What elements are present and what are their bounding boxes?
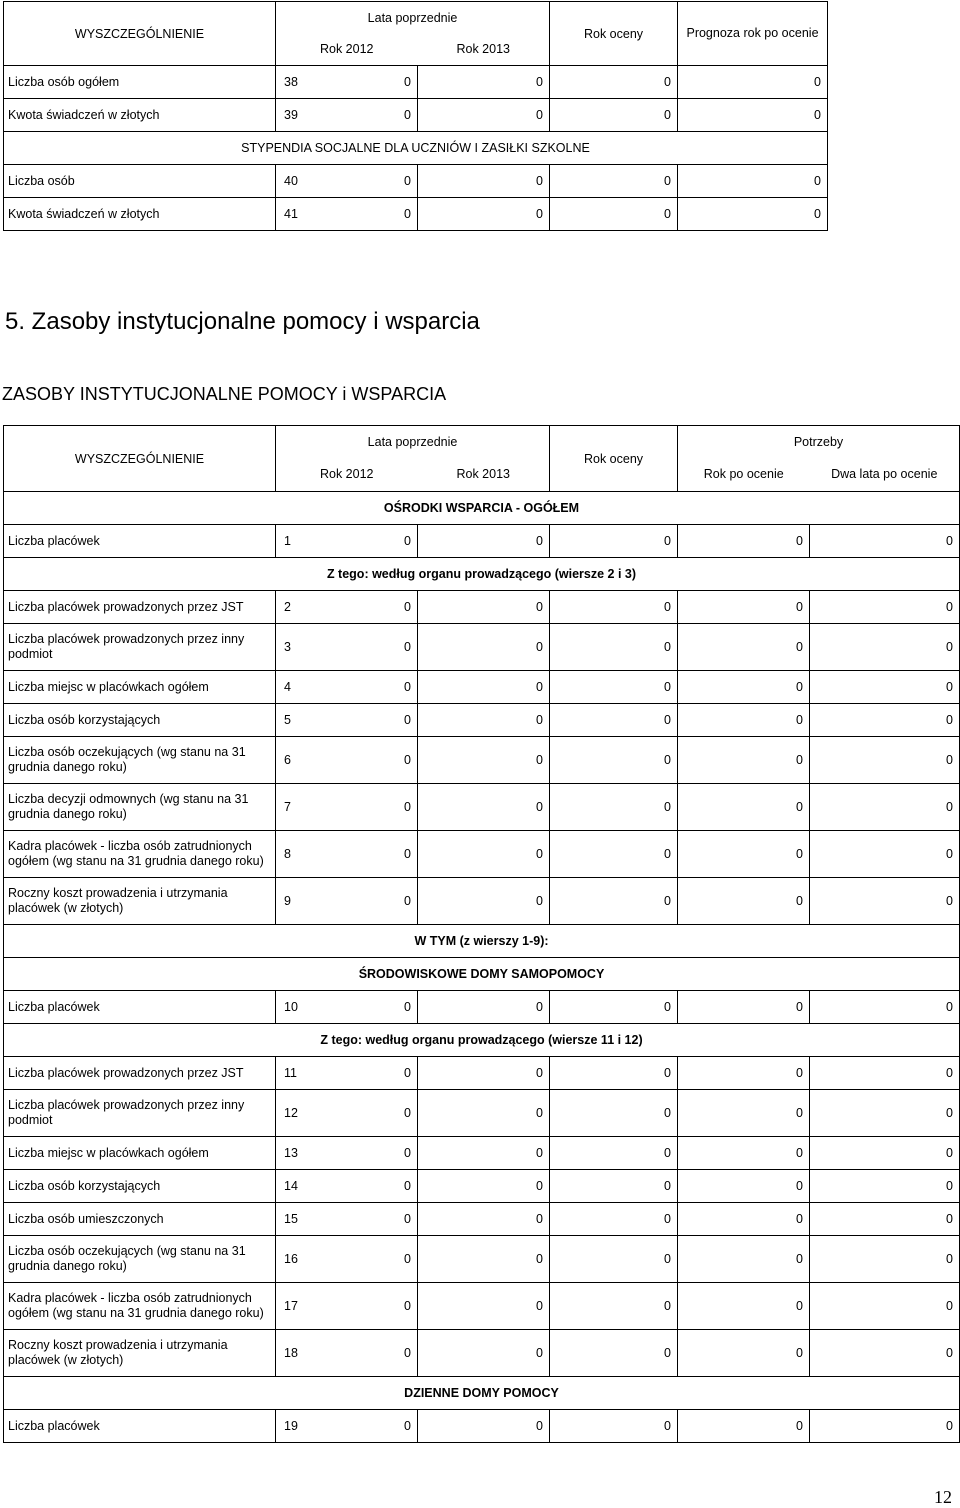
value-cell: 0: [550, 831, 678, 878]
section-title: 5. Zasoby instytucjonalne pomocy i wsparcia: [5, 308, 480, 335]
value-cell: 0: [678, 671, 810, 704]
rok-2012-cell: [276, 671, 418, 704]
value-cell: 0: [810, 1090, 960, 1137]
rok-2012-cell: [276, 624, 418, 671]
value-cell: 0: [678, 1057, 810, 1090]
row-number: 9: [284, 894, 291, 908]
row-number: 19: [284, 1419, 298, 1433]
table-row: [4, 704, 960, 737]
row-number: 4: [284, 680, 291, 694]
value-cell: 0: [678, 737, 810, 784]
value-cell: 0: [810, 831, 960, 878]
table-row: [4, 66, 828, 99]
rok-2012-cell: [276, 1137, 418, 1170]
value-cell: 0: [550, 198, 678, 231]
value-cell: 0: [678, 991, 810, 1024]
value-cell: 0: [678, 525, 810, 558]
value-cell: 0: [404, 1179, 411, 1193]
value-cell: 0: [550, 704, 678, 737]
header-wyszczegolnienie: WYSZCZEGÓLNIENIE: [4, 2, 276, 66]
value-cell: 0: [404, 800, 411, 814]
value-cell: 0: [550, 1137, 678, 1170]
rok-2012-cell: [276, 831, 418, 878]
row-label: Liczba osób korzystających: [4, 1170, 276, 1203]
section-label: Z tego: według organu prowadzącego (wiersze 11 i 12): [4, 1024, 960, 1057]
value-cell: 0: [550, 1330, 678, 1377]
rok-2012-cell: [276, 1170, 418, 1203]
value-cell: 0: [418, 1057, 550, 1090]
value-cell: 0: [418, 831, 550, 878]
value-cell: 0: [678, 1236, 810, 1283]
row-label: Liczba miejsc w placówkach ogółem: [4, 671, 276, 704]
value-cell: 0: [404, 1299, 411, 1313]
header-rok-po-ocenie: Rok po ocenie: [678, 458, 810, 492]
value-cell: 0: [550, 671, 678, 704]
rok-2012-cell: [276, 66, 418, 99]
value-cell: 0: [404, 847, 411, 861]
row-number: 2: [284, 600, 291, 614]
value-cell: 0: [550, 591, 678, 624]
value-cell: 0: [404, 1252, 411, 1266]
value-cell: 0: [678, 66, 828, 99]
value-cell: 0: [810, 1410, 960, 1443]
value-cell: 0: [678, 1090, 810, 1137]
row-number: 11: [284, 1066, 297, 1080]
row-label: Liczba placówek prowadzonych przez JST: [4, 591, 276, 624]
value-cell: 0: [404, 1066, 411, 1080]
table-row: [4, 624, 960, 671]
value-cell: 0: [550, 737, 678, 784]
value-cell: 0: [550, 1090, 678, 1137]
value-cell: 0: [418, 878, 550, 925]
value-cell: 0: [404, 640, 411, 654]
table-row: [4, 165, 828, 198]
value-cell: 0: [810, 1170, 960, 1203]
header-potrzeby: Potrzeby: [678, 426, 960, 458]
table-row: [4, 991, 960, 1024]
row-label: Liczba placówek: [4, 525, 276, 558]
table-row: [4, 1330, 960, 1377]
value-cell: 0: [418, 525, 550, 558]
value-cell: 0: [550, 1203, 678, 1236]
value-cell: 0: [418, 671, 550, 704]
section-label: OŚRODKI WSPARCIA - OGÓŁEM: [4, 492, 960, 525]
row-number: 13: [284, 1146, 298, 1160]
rok-2012-cell: [276, 591, 418, 624]
section-label: W TYM (z wierszy 1-9):: [4, 925, 960, 958]
value-cell: 0: [678, 704, 810, 737]
value-cell: 0: [404, 1146, 411, 1160]
value-cell: 0: [418, 1236, 550, 1283]
value-cell: 0: [678, 1283, 810, 1330]
value-cell: 0: [418, 704, 550, 737]
table-row: [4, 878, 960, 925]
row-number: 6: [284, 753, 291, 767]
value-cell: 0: [550, 1170, 678, 1203]
value-cell: 0: [418, 1170, 550, 1203]
header-rok-2013: Rok 2013: [418, 458, 550, 492]
row-number: 18: [284, 1346, 298, 1360]
value-cell: 0: [550, 1236, 678, 1283]
table-row: [4, 671, 960, 704]
value-cell: 0: [810, 1137, 960, 1170]
table-row: [4, 1236, 960, 1283]
value-cell: 0: [810, 671, 960, 704]
value-cell: 0: [678, 165, 828, 198]
value-cell: 0: [418, 1283, 550, 1330]
value-cell: 0: [550, 1057, 678, 1090]
value-cell: 0: [404, 174, 411, 188]
header-dwa-lata: Dwa lata po ocenie: [810, 458, 960, 492]
value-cell: 0: [810, 525, 960, 558]
section-label: STYPENDIA SOCJALNE DLA UCZNIÓW I ZASIŁKI SZKOLNE: [4, 132, 828, 165]
value-cell: 0: [418, 737, 550, 784]
section-row: [4, 558, 960, 591]
value-cell: 0: [678, 591, 810, 624]
value-cell: 0: [418, 1330, 550, 1377]
value-cell: 0: [418, 165, 550, 198]
section-row: [4, 1024, 960, 1057]
rok-2012-cell: [276, 1057, 418, 1090]
value-cell: 0: [678, 1203, 810, 1236]
value-cell: 0: [678, 1170, 810, 1203]
value-cell: 0: [810, 878, 960, 925]
row-label: Liczba osób ogółem: [4, 66, 276, 99]
row-number: 3: [284, 640, 291, 654]
table-row: [4, 784, 960, 831]
rok-2012-cell: [276, 1090, 418, 1137]
row-label: Liczba osób umieszczonych: [4, 1203, 276, 1236]
rok-2012-cell: [276, 737, 418, 784]
row-number: 39: [284, 108, 298, 122]
value-cell: 0: [810, 784, 960, 831]
row-label: Kadra placówek - liczba osób zatrudnionych ogółem (wg stanu na 31 grudnia danego roku): [4, 831, 276, 878]
table-row: [4, 737, 960, 784]
rok-2012-cell: [276, 1283, 418, 1330]
header-rok-oceny: Rok oceny: [550, 426, 678, 492]
row-number: 16: [284, 1252, 298, 1266]
row-number: 14: [284, 1179, 298, 1193]
value-cell: 0: [404, 600, 411, 614]
value-cell: 0: [550, 66, 678, 99]
table-row: [4, 1410, 960, 1443]
row-label: Liczba osób: [4, 165, 276, 198]
value-cell: 0: [810, 1057, 960, 1090]
value-cell: 0: [810, 737, 960, 784]
row-label: Liczba placówek prowadzonych przez inny podmiot: [4, 1090, 276, 1137]
header-rok-2012: Rok 2012: [276, 458, 418, 492]
value-cell: 0: [418, 1203, 550, 1236]
header-rok-2012: Rok 2012: [276, 34, 418, 66]
rok-2012-cell: [276, 1203, 418, 1236]
value-cell: 0: [550, 99, 678, 132]
row-label: Liczba decyzji odmownych (wg stanu na 31 grudnia danego roku): [4, 784, 276, 831]
row-number: 17: [284, 1299, 298, 1313]
value-cell: 0: [404, 1346, 411, 1360]
value-cell: 0: [418, 784, 550, 831]
value-cell: 0: [404, 1212, 411, 1226]
value-cell: 0: [550, 1283, 678, 1330]
rok-2012-cell: [276, 704, 418, 737]
table-institutional-resources: [3, 425, 960, 1443]
value-cell: 0: [404, 753, 411, 767]
value-cell: 0: [418, 624, 550, 671]
table-row: [4, 198, 828, 231]
header-lata-poprzednie: Lata poprzednie: [276, 2, 550, 34]
row-label: Roczny koszt prowadzenia i utrzymania placówek (w złotych): [4, 1330, 276, 1377]
value-cell: 0: [810, 704, 960, 737]
section-label: DZIENNE DOMY POMOCY: [4, 1377, 960, 1410]
row-label: Liczba osób oczekujących (wg stanu na 31 grudnia danego roku): [4, 1236, 276, 1283]
row-number: 12: [284, 1106, 298, 1120]
value-cell: 0: [550, 991, 678, 1024]
value-cell: 0: [550, 165, 678, 198]
row-label: Kadra placówek - liczba osób zatrudnionych ogółem (wg stanu na 31 grudnia danego roku): [4, 1283, 276, 1330]
rok-2012-cell: [276, 525, 418, 558]
section-row: [4, 492, 960, 525]
value-cell: 0: [678, 1330, 810, 1377]
rok-2012-cell: [276, 165, 418, 198]
value-cell: 0: [404, 108, 411, 122]
section-row: [4, 925, 960, 958]
value-cell: 0: [418, 1410, 550, 1443]
table-row: [4, 591, 960, 624]
section-row: [4, 958, 960, 991]
page-number: 12: [934, 1487, 952, 1507]
row-label: Roczny koszt prowadzenia i utrzymania placówek (w złotych): [4, 878, 276, 925]
row-number: 8: [284, 847, 291, 861]
rok-2012-cell: [276, 784, 418, 831]
table-row: [4, 1090, 960, 1137]
section-row: [4, 132, 828, 165]
value-cell: 0: [418, 198, 550, 231]
value-cell: 0: [404, 1106, 411, 1120]
table-row: [4, 831, 960, 878]
value-cell: 0: [678, 624, 810, 671]
row-number: 41: [284, 207, 298, 221]
value-cell: 0: [418, 591, 550, 624]
header-rok-oceny: Rok oceny: [550, 2, 678, 66]
value-cell: 0: [404, 1000, 411, 1014]
value-cell: 0: [810, 1283, 960, 1330]
section-label: Z tego: według organu prowadzącego (wiersze 2 i 3): [4, 558, 960, 591]
table-row: [4, 1137, 960, 1170]
value-cell: 0: [404, 534, 411, 548]
row-number: 1: [284, 534, 291, 548]
row-label: Liczba placówek: [4, 991, 276, 1024]
table-row: [4, 1203, 960, 1236]
value-cell: 0: [550, 784, 678, 831]
row-label: Kwota świadczeń w złotych: [4, 99, 276, 132]
section-subtitle: ZASOBY INSTYTUCJONALNE POMOCY i WSPARCIA: [2, 384, 447, 404]
row-number: 40: [284, 174, 298, 188]
value-cell: 0: [678, 1137, 810, 1170]
rok-2012-cell: [276, 1236, 418, 1283]
value-cell: 0: [550, 1410, 678, 1443]
value-cell: 0: [810, 991, 960, 1024]
row-label: Kwota świadczeń w złotych: [4, 198, 276, 231]
value-cell: 0: [404, 894, 411, 908]
section-row: [4, 1377, 960, 1410]
row-label: Liczba miejsc w placówkach ogółem: [4, 1137, 276, 1170]
value-cell: 0: [404, 1419, 411, 1433]
value-cell: 0: [810, 1330, 960, 1377]
value-cell: 0: [550, 525, 678, 558]
section-label: ŚRODOWISKOWE DOMY SAMOPOMOCY: [4, 958, 960, 991]
value-cell: 0: [810, 1203, 960, 1236]
value-cell: 0: [404, 75, 411, 89]
rok-2012-cell: [276, 198, 418, 231]
row-label: Liczba osób korzystających: [4, 704, 276, 737]
value-cell: 0: [550, 878, 678, 925]
row-number: 10: [284, 1000, 298, 1014]
table-institutional-resources-body: [4, 492, 960, 1443]
row-number: 15: [284, 1212, 298, 1226]
value-cell: 0: [810, 624, 960, 671]
value-cell: 0: [418, 1090, 550, 1137]
table-row: [4, 1283, 960, 1330]
table-benefits: [3, 1, 828, 231]
header-wyszczegolnienie: WYSZCZEGÓLNIENIE: [4, 426, 276, 492]
row-number: 7: [284, 800, 291, 814]
table-row: [4, 1170, 960, 1203]
value-cell: 0: [418, 991, 550, 1024]
value-cell: 0: [550, 624, 678, 671]
value-cell: 0: [418, 99, 550, 132]
table-row: [4, 99, 828, 132]
value-cell: 0: [418, 66, 550, 99]
value-cell: 0: [678, 1410, 810, 1443]
value-cell: 0: [404, 680, 411, 694]
value-cell: 0: [404, 713, 411, 727]
row-number: 5: [284, 713, 291, 727]
rok-2012-cell: [276, 991, 418, 1024]
value-cell: 0: [678, 831, 810, 878]
header-lata-poprzednie: Lata poprzednie: [276, 426, 550, 458]
rok-2012-cell: [276, 99, 418, 132]
table-row: [4, 1057, 960, 1090]
header-prognoza: Prognoza rok po ocenie: [678, 2, 828, 66]
rok-2012-cell: [276, 878, 418, 925]
row-label: Liczba osób oczekujących (wg stanu na 31 grudnia danego roku): [4, 737, 276, 784]
rok-2012-cell: [276, 1410, 418, 1443]
table-row: [4, 525, 960, 558]
row-label: Liczba placówek: [4, 1410, 276, 1443]
table-benefits-body: [4, 66, 828, 231]
row-label: Liczba placówek prowadzonych przez inny podmiot: [4, 624, 276, 671]
value-cell: 0: [678, 784, 810, 831]
value-cell: 0: [678, 99, 828, 132]
value-cell: 0: [810, 591, 960, 624]
row-number: 38: [284, 75, 298, 89]
value-cell: 0: [678, 198, 828, 231]
value-cell: 0: [404, 207, 411, 221]
rok-2012-cell: [276, 1330, 418, 1377]
value-cell: 0: [810, 1236, 960, 1283]
value-cell: 0: [418, 1137, 550, 1170]
header-rok-2013: Rok 2013: [418, 34, 550, 66]
row-label: Liczba placówek prowadzonych przez JST: [4, 1057, 276, 1090]
value-cell: 0: [678, 878, 810, 925]
